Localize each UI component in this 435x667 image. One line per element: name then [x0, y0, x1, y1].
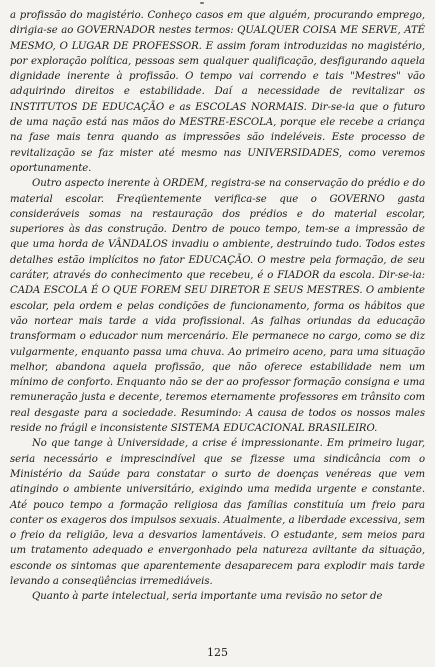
paragraph-intelectual: Quanto à parte intelectual, seria importante uma revisão no setor de [32, 591, 383, 603]
page-number: 125 [207, 646, 228, 659]
paragraph-continuation: a profissão do magistério. Conheço casos em que alguém, procurando emprego, dirigia-se ao GOVERNADOR nestes termos: QUALQUER COISA ME SERVE, ATÉ MESMO, O LUGAR DE PROFESSOR. E assim foram introduzidas no magistério, por exploração política, pessoas sem qualquer qualificação, desfigurando aquela dignidade inerente à profissão. O tempo vai correndo e tais "Mestres" vão adquirindo direitos e estabilidade. Daí a necessidade de revitalizar os INSTITUTOS DE EDUCAÇÃO e as ESCOLAS NORMAIS. Dir-se-ia que o futuro de uma nação está nas mãos do MESTRE-ESCOLA, porque ele recebe a criança na fase mais tenra quando as impressões são indeléveis. Este processo de revitalização se faz mister até mesmo nas UNIVERSIDADES, como veremos oportunamente. [10, 10, 425, 174]
scan-speck [200, 2, 204, 4]
paragraph-ordem: Outro aspecto inerente à ORDEM, registra-se na conservação do prédio e do material escolar. Freqüentemente verifica-se que o GOVERNO gasta consideráveis somas na restauração dos prédios e do material escolar, superiores às das construção. Dentro de pouco tempo, tem-se a impressão de que uma horda de VÂNDALOS invadiu o ambiente, destruindo tudo. Todos estes detalhes estão implícitos no fator EDUCAÇÃO. O mestre pela formação, de seu caráter, através do conhecimento que recebeu, é o FIADOR da escola. Dir-se-ia: CADA ESCOLA É O QUE FOREM SEU DIRETOR E SEUS MESTRES. O ambiente escolar, pela ordem e pelas condições de funcionamento, forma os hábitos que vão nortear mais tarde a vida profissional. As falhas oriundas da educação transformam o educador num mercenário. Ele permanece no cargo, como se diz vulgarmente, enquanto passa uma chuva. Ao primeiro aceno, para uma situação melhor, abandona aquela profissão, que não oferece estabilidade nem um mínimo de conforto. Enquanto não se der ao professor formação consigna e uma remuneração justa e decente, teremos eternamente professores em trânsito com real desgaste para a sociedade. Resumindo: A causa de todos os nossos males reside no frágil e inconsistente SISTEMA EDUCACIONAL BRASILEIRO. [10, 178, 425, 435]
paragraph-universidade: No que tange à Universidade, a crise é impressionante. Em primeiro lugar, seria necessário e imprescindível que se fizesse uma sindicância com o Ministério da Saúde para constatar o surto de doenças venéreas que vem atingindo o ambiente universitário, exigindo uma medida urgente e constante. Até pouco tempo a formação religiosa das famílias constituía um freio para conter os exageros dos impulsos sexuais. Atualmente, a liberdade excessiva, sem o freio da religião, leva a desvarios lamentáveis. O estudante, sem meios para um tratamento adequado e envergonhado pela natureza aviltante da situação, esconde os sintomas que aparentemente desaparecem para explodir mais tarde levando a conseqüências irremediáveis. [10, 438, 425, 587]
page-body [10, 8, 425, 605]
